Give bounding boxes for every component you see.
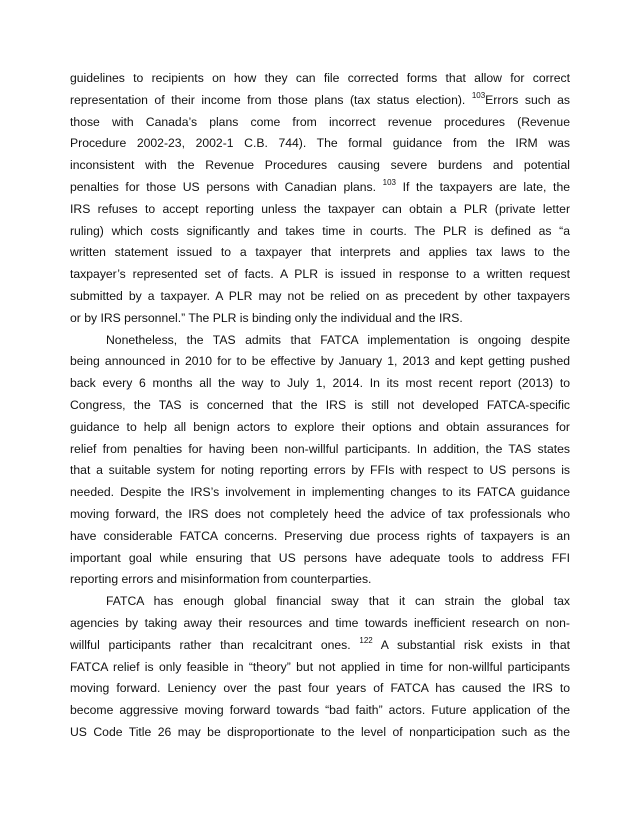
footnote-ref: 103 <box>382 177 396 187</box>
text-line: Procedure 2002-23, 2002-1 C.B. 744). The formal guidance from the IRM was <box>70 136 570 151</box>
text-line: IRS refuses to accept reporting unless the taxpayer can obtain a PLR (private letter <box>70 201 570 216</box>
text-segment: Errors such as <box>485 92 570 107</box>
text-segment: willful participants rather than recalcitrant ones. <box>70 637 360 652</box>
text-line <box>70 635 570 657</box>
text-line: taxpayer’s represented set of facts. A PLR is issued in response to a written request <box>70 267 570 282</box>
text-line: being announced in 2010 for to be effective by January 1, 2013 and kept getting pushed <box>70 354 570 369</box>
text-line: US Code Title 26 may be disproportionate to the level of nonparticipation such as the <box>70 724 570 739</box>
text-line: relief from penalties for having been non-willful participants. In addition, the TAS states <box>70 441 570 456</box>
text-segment: If the taxpayers are late, the <box>396 179 571 194</box>
text-line: back every 6 months all the way to July 1, 2014. In its most recent report (2013) to <box>70 376 570 391</box>
text-line: FATCA relief is only feasible in “theory” but not applied in time for non-willful participants <box>70 659 570 674</box>
text-line: moving forward, the IRS does not completely heed the advice of tax professionals who <box>70 506 570 521</box>
text-line: Congress, the TAS is concerned that the IRS is still not developed FATCA-specific <box>70 397 570 412</box>
text-line: moving forward. Leniency over the past four years of FATCA has caused the IRS to <box>70 681 570 696</box>
text-line: agencies by taking away their resources and time towards inefficient research on non- <box>70 615 570 630</box>
text-line: inconsistent with the Revenue Procedures causing severe burdens and potential <box>70 158 570 173</box>
text-line <box>70 90 570 112</box>
text-line: become aggressive moving forward towards “bad faith” actors. Future application of the <box>70 703 570 718</box>
text-segment: penalties for those US persons with Canadian plans. <box>70 179 383 194</box>
text-line: or by IRS personnel.” The PLR is binding only the individual and the IRS. <box>70 310 463 325</box>
footnote-ref: 122 <box>359 635 373 645</box>
footnote-ref: 103 <box>471 90 486 100</box>
text-line: FATCA has enough global financial sway that it can strain the global tax <box>106 594 570 609</box>
text-line: guidelines to recipients on how they can file corrected forms that allow for correct <box>70 71 570 85</box>
text-line: reporting errors and misinformation from counterparties. <box>70 572 372 587</box>
text-line: needed. Despite the IRS’s involvement in implementing changes to its FATCA guidance <box>70 485 570 500</box>
text-line: important goal while ensuring that US persons have adequate tools to address FFI <box>70 550 570 565</box>
text-segment: representation of their income from those plans (tax status election). <box>70 92 472 107</box>
text-line <box>70 177 570 199</box>
text-line: have considerable FATCA concerns. Preserving due process rights of taxpayers is an <box>70 528 570 543</box>
text-segment: A substantial risk exists in that <box>372 637 570 652</box>
text-line: written statement issued to a taxpayer that interprets and applies tax laws to the <box>70 245 570 260</box>
text-line: guidance to help all benign actors to explore their options and obtain assurances for <box>70 419 570 434</box>
text-line: Nonetheless, the TAS admits that FATCA implementation is ongoing despite <box>106 332 570 347</box>
text-line: submitted by a taxpayer. A PLR may not be relied on as precedent by other taxpayers <box>70 288 570 303</box>
text-line: that a suitable system for noting reporting errors by FFIs with respect to US persons is <box>70 463 570 478</box>
document-page <box>70 68 570 744</box>
text-line: ruling) which costs significantly and takes time in courts. The PLR is defined as “a <box>70 223 570 238</box>
text-line: those with Canada’s plans come from incorrect revenue procedures (Revenue <box>70 114 570 129</box>
